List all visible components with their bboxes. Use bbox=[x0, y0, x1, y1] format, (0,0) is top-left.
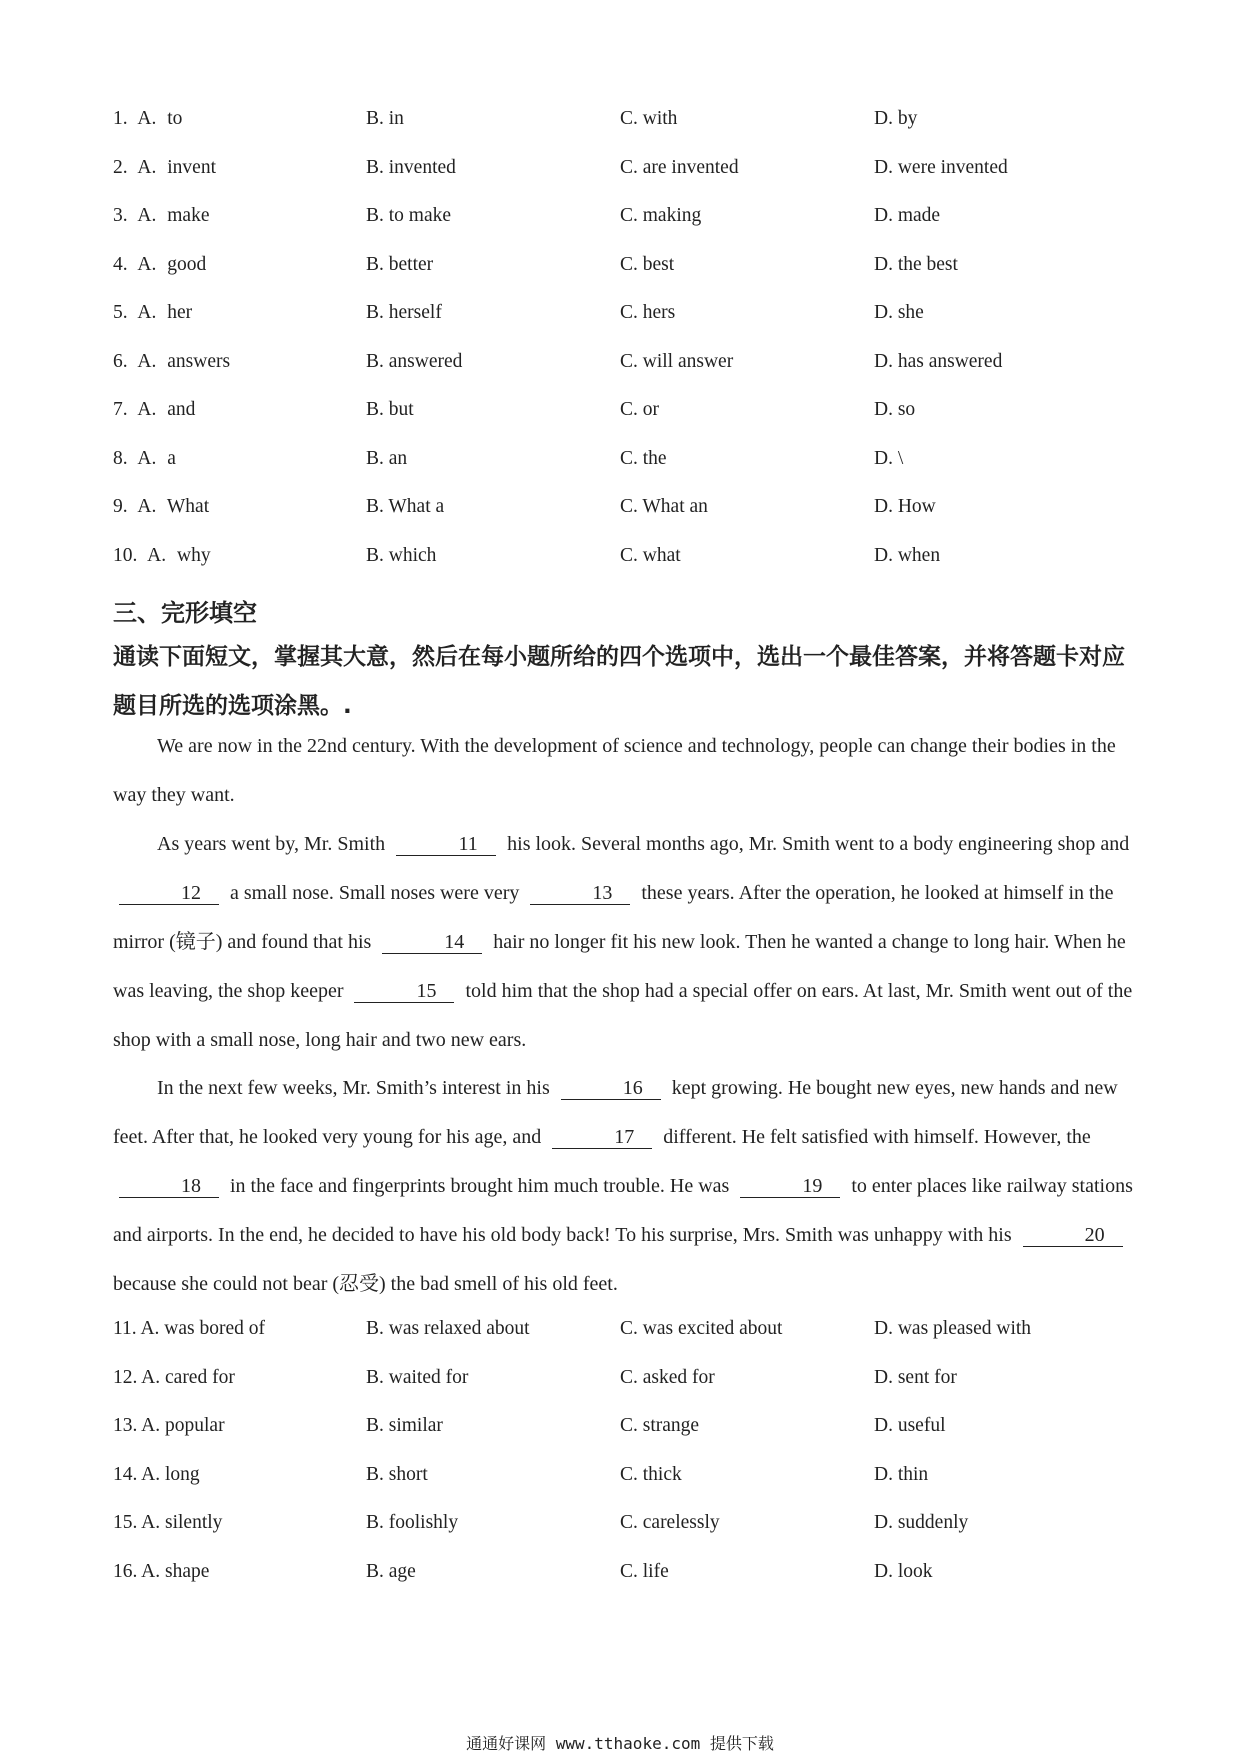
option-d: D. made bbox=[874, 205, 941, 226]
option-d: D. useful bbox=[874, 1415, 946, 1436]
answer-blank: 16 bbox=[561, 1077, 661, 1100]
option-d: D. was pleased with bbox=[874, 1318, 1032, 1339]
option-a: 15. A. silently bbox=[113, 1512, 223, 1533]
option-b: B. was relaxed about bbox=[366, 1318, 530, 1339]
option-a: 5. A. her bbox=[113, 302, 193, 323]
option-a: 14. A. long bbox=[113, 1463, 200, 1485]
section-title: 三、完形填空 bbox=[113, 599, 257, 627]
option-d: D. she bbox=[874, 302, 924, 323]
cloze-question-row bbox=[0, 1318, 1240, 1358]
option-b: B. herself bbox=[366, 302, 442, 323]
option-d: D. \ bbox=[874, 447, 904, 469]
option-a: 11. A. was bored of bbox=[113, 1318, 266, 1339]
option-c: C. was excited about bbox=[620, 1318, 783, 1339]
option-b: B. foolishly bbox=[366, 1512, 459, 1533]
option-d: D. were invented bbox=[874, 156, 1008, 178]
option-d: D. suddenly bbox=[874, 1512, 969, 1533]
option-d: D. when bbox=[874, 544, 941, 566]
option-c: C. what bbox=[620, 544, 681, 566]
option-d: D. the best bbox=[874, 253, 958, 275]
section-instruction: 通读下面短文，掌握其大意，然后在每小题所给的四个选项中，选出一个最佳答案，并将答题卡对应题目所选的选项涂黑。. bbox=[113, 644, 1125, 719]
option-d: D. so bbox=[874, 399, 916, 420]
option-d: D. look bbox=[874, 1560, 933, 1582]
question-row bbox=[0, 399, 1240, 439]
answer-blank: 20 bbox=[1023, 1224, 1123, 1247]
passage-text: kept growing. He bought new eyes, new hands and new feet. After that, he looked very young for his age, and bbox=[113, 1077, 1118, 1148]
passage-paragraph-2 bbox=[113, 820, 1133, 1065]
passage-text: a small nose. Small noses were very bbox=[225, 882, 525, 904]
passage-text: different. He felt satisfied with himself. However, the bbox=[658, 1126, 1091, 1148]
option-a: 1. A. to bbox=[113, 108, 183, 129]
option-d: D. How bbox=[874, 496, 936, 517]
option-c: C. thick bbox=[620, 1463, 682, 1485]
option-b: B. invented bbox=[366, 156, 456, 178]
cloze-question-row bbox=[0, 1464, 1240, 1504]
cloze-question-row bbox=[0, 1415, 1240, 1455]
passage-paragraph-3 bbox=[113, 1064, 1133, 1309]
option-b: B. better bbox=[366, 253, 434, 275]
option-a: 7. A. and bbox=[113, 399, 196, 420]
passage-text: these years. After the operation, he looked at himself in the mirror (镜子) and found that his bbox=[113, 882, 1114, 953]
option-d: D. by bbox=[874, 108, 918, 129]
answer-blank: 18 bbox=[119, 1175, 219, 1198]
page-footer: 通通好课网 www.tthaoke.com 提供下载 bbox=[466, 1734, 774, 1753]
option-c: C. carelessly bbox=[620, 1512, 720, 1533]
option-b: B. short bbox=[366, 1463, 428, 1485]
answer-blank: 15 bbox=[354, 980, 454, 1003]
option-b: B. waited for bbox=[366, 1366, 469, 1388]
option-c: C. with bbox=[620, 108, 678, 129]
passage-text: to enter places like railway stations and airports. In the end, he decided to have his old body back! To his surprise, Mrs. Smith was unhappy with his bbox=[113, 1175, 1133, 1246]
option-c: C. making bbox=[620, 205, 702, 226]
passage-text: his look. Several months ago, Mr. Smith went to a body engineering shop and bbox=[502, 833, 1130, 855]
option-a: 13. A. popular bbox=[113, 1415, 225, 1436]
question-row bbox=[0, 205, 1240, 245]
answer-blank: 13 bbox=[530, 882, 630, 905]
option-b: B. answered bbox=[366, 350, 463, 372]
answer-blank: 12 bbox=[119, 882, 219, 905]
answer-blank: 19 bbox=[740, 1175, 840, 1198]
option-c: C. best bbox=[620, 253, 675, 275]
answer-blank: 14 bbox=[382, 931, 482, 954]
option-d: D. thin bbox=[874, 1463, 929, 1485]
cloze-question-row bbox=[0, 1561, 1240, 1601]
option-c: C. are invented bbox=[620, 156, 739, 178]
option-a: 10. A. why bbox=[113, 544, 211, 566]
passage-text: As years went by, Mr. Smith bbox=[157, 833, 391, 855]
option-c: C. asked for bbox=[620, 1366, 715, 1388]
option-c: C. hers bbox=[620, 302, 676, 323]
question-row bbox=[0, 108, 1240, 148]
option-a: 6. A. answers bbox=[113, 350, 231, 372]
option-a: 2. A. invent bbox=[113, 156, 216, 178]
option-b: B. age bbox=[366, 1560, 416, 1582]
option-c: C. strange bbox=[620, 1415, 700, 1436]
question-row bbox=[0, 496, 1240, 536]
option-a: 3. A. make bbox=[113, 205, 210, 226]
question-row bbox=[0, 351, 1240, 391]
passage-text: hair no longer fit his new look. Then he wanted a change to long hair. When he was leaving, the shop keeper bbox=[113, 931, 1126, 1002]
option-b: B. but bbox=[366, 399, 414, 420]
question-row bbox=[0, 545, 1240, 585]
passage-text: In the next few weeks, Mr. Smith’s interest in his bbox=[157, 1077, 555, 1099]
option-b: B. in bbox=[366, 108, 404, 129]
question-row bbox=[0, 254, 1240, 294]
option-b: B. What a bbox=[366, 496, 445, 517]
passage-text: told him that the shop had a special offer on ears. At last, Mr. Smith went out of the shop with a small nose, long hair and two new ears. bbox=[113, 980, 1133, 1051]
answer-blank: 17 bbox=[552, 1126, 652, 1149]
passage-text: in the face and fingerprints brought him much trouble. He was bbox=[225, 1175, 735, 1197]
option-d: D. sent for bbox=[874, 1366, 957, 1388]
option-a: 8. A. a bbox=[113, 447, 176, 469]
option-c: C. or bbox=[620, 399, 659, 420]
question-row bbox=[0, 302, 1240, 342]
option-d: D. has answered bbox=[874, 350, 1003, 372]
option-c: C. life bbox=[620, 1560, 669, 1582]
passage-paragraph-1: We are now in the 22nd century. With the development of science and technology, people can change their bodies in the way they want. bbox=[113, 735, 1116, 806]
option-b: B. an bbox=[366, 447, 408, 469]
question-row bbox=[0, 448, 1240, 488]
option-c: C. will answer bbox=[620, 350, 734, 372]
option-c: C. the bbox=[620, 447, 667, 469]
option-a: 9. A. What bbox=[113, 496, 210, 517]
option-a: 12. A. cared for bbox=[113, 1366, 235, 1388]
cloze-question-row bbox=[0, 1367, 1240, 1407]
option-a: 16. A. shape bbox=[113, 1560, 210, 1582]
option-b: B. which bbox=[366, 544, 437, 566]
option-b: B. similar bbox=[366, 1415, 443, 1436]
answer-blank: 11 bbox=[396, 833, 496, 856]
question-row bbox=[0, 157, 1240, 197]
option-a: 4. A. good bbox=[113, 253, 207, 275]
cloze-question-row bbox=[0, 1512, 1240, 1552]
option-c: C. What an bbox=[620, 496, 708, 517]
passage-text: because she could not bear (忍受) the bad smell of his old feet. bbox=[113, 1273, 618, 1295]
option-b: B. to make bbox=[366, 205, 452, 226]
